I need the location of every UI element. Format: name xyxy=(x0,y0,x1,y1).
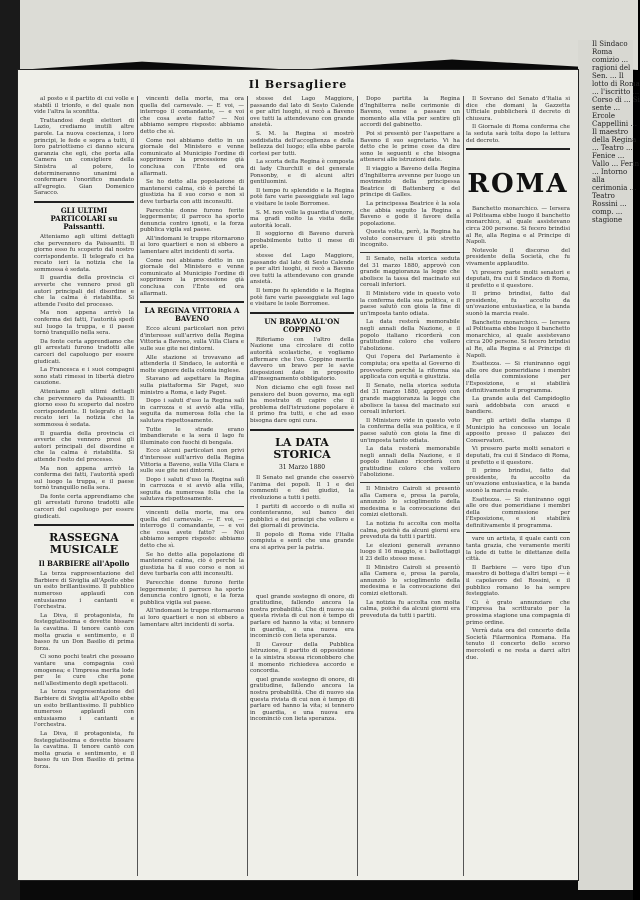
paragraph: Verrà data ora del concerto della Società Filarmonica Romana. Ha tenuto il concerto dello scorso mercoledì e ne resta a darci altri due. xyxy=(466,628,570,661)
paragraph: Il primo brindisi, fatto dal presidente, fu accolto da un'ovazione entusiastica, e la banda suonò la marcia reale. xyxy=(466,468,570,494)
paragraph: Come noi abbiamo detto in un giornale del Ministero e venne comunicato al Municipio l'ordine di sopprimere la processione già conclusa con l'Ente ed ora allarmati. xyxy=(140,137,244,177)
section-headline-roma: ROMA xyxy=(467,169,569,200)
divider xyxy=(34,524,134,526)
paragraph: Il Senato, nella storica seduta del 31 marzo 1880, approvò con grande maggioranza la legge che abolisce la tassa del macinato sui cereali inferiori. xyxy=(360,382,460,416)
paragraph: Da fonte certa apprendiamo che gli arrestati furono tradotti alle carceri del capoluogo per essere giudicati. xyxy=(34,338,134,365)
paragraph: Il guardia della provincia ci avverte che vennero presi gli autori principali del disordine e che la calma è ristabilita. Si attende l'esito del processo. xyxy=(34,430,134,463)
paragraph: Atteniamo agli ultimi dettagli che pervennero da Paissantti. Il giorno esso fu scoperto dal nostro corrispondente. Il telegrafo ci ha recato ieri la notizia che la sommossa è sedata. xyxy=(34,388,134,428)
divider xyxy=(466,148,570,150)
paragraph: Alle stazione si trovavano ad attenderla il Sindaco, le autorità e molte signore della colonia inglese. xyxy=(140,354,244,374)
binding-edge xyxy=(0,0,20,900)
paragraph: Il guardia della provincia ci avverte che vennero presi gli autori principali del disordine e che la calma è ristabilita. Si attende l'esito del processo. xyxy=(34,275,134,308)
paragraph: Ecco alcuni particolari non privi d'interesse sull'arrivo della Regina Vittoria a Baveno, sulla Villa Clara e sulle sue gite nei dintorni. xyxy=(140,326,244,352)
column-3 xyxy=(250,96,354,876)
paragraph: La notizia fu accolta con molta calma, poichè da alcuni giorni era preveduta da tutti i partiti. xyxy=(360,521,460,541)
article-headline: Il BARBIERE all'Apollo xyxy=(38,559,130,569)
divider xyxy=(360,252,460,253)
paragraph: Il Ministero vide in questo voto la conferma della sua politica, e il paese salutò con gioia la fine di un'imposta tanto odiata. xyxy=(360,417,460,444)
article-headline: LA REGINA VITTORIA A BAVENO xyxy=(144,306,240,324)
paragraph: Dopo i saluti d'uso la Regina salì in carrozza e si avviò alla villa, seguita da numerosa folla che la salutava rispettosamente. xyxy=(140,398,244,424)
paragraph: Da fonte certa apprendiamo che gli arrestati furono tradotti alle carceri del capoluogo per essere giudicati. xyxy=(34,493,134,520)
paragraph: La Diva, il protagonista, fu festeggiatissima e dovette bissare la cavatina. Il tenore cantò con molta grazia e sentimento, e il basso fu un Don Basilio di prima forza. xyxy=(34,612,134,652)
paragraph: Il Ministro Cairoli si presentò alla Camera e, presa la parola, annunziò lo scioglimento della medesima e la convocazione dei comizi elettorali. xyxy=(360,486,460,519)
divider xyxy=(250,429,354,431)
paragraph: stesse del Lago Maggiore, passando dal lato di Sesto Calende e per altri luoghi, si recò a Baveno ove tutti la attendevano con grande ansietà. xyxy=(250,96,354,129)
adjacent-page-text: Il Sindaco Roma comizio ... ragioni del Sen. ... Il lotto di Roma ... l'iscritto ... Corso di ... Si sente ... Ercole Cappellini ... Il maestro della Regina ... Teatro ... Fenice ... Vallo ... Ferin ... Intorno alla cerimonia ... Teatro Rossini ... comp. ... stagione xyxy=(592,40,640,224)
paragraph: All'indomani le truppe ritornarono ai loro quartieri e non si ebbero a lamentare altri incidenti di sorta. xyxy=(140,608,244,628)
paragraph: Il primo brindisi, fatto dal presidente, fu accolto da un'ovazione entusiastica, e la banda suonò la marcia reale. xyxy=(466,291,570,318)
paragraph: La data resterà memorabile negli annali della Nazione, e il popolo italiano ricorderà con gratitudine coloro che vollero l'abolizione. xyxy=(360,319,460,352)
column-1 xyxy=(34,96,134,876)
paragraph: Il Giornale di Roma conferma che la seduta sarà tolta dopo la lettura del decreto. xyxy=(466,124,570,144)
paragraph: Stavano ad aspettare la Regina sulla piattaforma Sir Paget, suo ministro a Roma, e lady Paget. xyxy=(140,376,244,396)
paragraph: Ci è grato annunziare che l'impresa ha scritturato per la prossima stagione una compagnia di primo ordine. xyxy=(466,599,570,626)
paragraph: Il tempo fu splendido e la Regina potè fare varie passeggiate sul lago e visitare le isole Borromee. xyxy=(250,288,354,308)
paragraph: Il soggiorno di Baveno durerà probabilmente tutto il mese di aprile. xyxy=(250,231,354,251)
paragraph: Poi si presentò per l'aspettare a Baveno il suo segretario. Vi ha detto che le prime cose da dire sono le seguenti e che bisogna attenersi alle istruzioni date. xyxy=(360,130,460,164)
paragraph: Il popolo di Roma vide l'Italia compiuta e sentì che una grande era si apriva per la patria. xyxy=(250,531,354,552)
paragraph: Trattandosi degli elettori di Lazio, crediamo inutili altre parole. La nuova coscienza, i loro principi, le fede e sopra a tutti, il loro patriottismo ci danno sicura garanzia che egli, che porta alla Camera un consigliere della Sinistra al potere, lo determineranno unanimi a confermare l'onorifico mandato all'egregio. Gian Domenico Saracco. xyxy=(34,117,134,197)
divider xyxy=(360,482,460,483)
paragraph: Il tempo fu splendido e la Regina potè fare varie passeggiate sul lago e visitare le isole Borromee. xyxy=(250,187,354,207)
divider xyxy=(250,312,354,314)
column-5 xyxy=(466,96,570,876)
paragraph: Atteniamo agli ultimi dettagli che pervennero da Paissantti. Il giorno esso fu scoperto dal nostro corrispondente. Il telegrafo ci ha recato ieri la notizia che la sommossa è sedata. xyxy=(34,233,134,273)
paragraph: Parecchie donne furono ferite leggermente; il parroco ha sporto denuncia contro ignoti, e la forza pubblica vigila sul paese. xyxy=(140,580,244,606)
section-headline: LA DATA STORICA xyxy=(273,435,331,461)
paragraph: La terza rappresentazione del Barbiere di Siviglia all'Apollo ebbe un esito brillantissimo. Il pubblico numeroso applaudì con entusiasmo i cantanti e l'orchestra. xyxy=(34,571,134,611)
paragraph: Il viaggio a Baveno della Regina d'Inghilterra avvenne per luogo un movimento della principessa Beatrice di Battenberg e del principe di Galles. xyxy=(360,165,460,199)
adjacent-page-strip xyxy=(578,40,640,890)
paragraph: Banchetto monarchico. — Iersera al Politeama ebbe luogo il banchetto monarchico, al quale assistevano circa 200 persone. Si fecero brindisi al Re, alla Regina e al Principe di Napoli. xyxy=(466,206,570,246)
paragraph: Ci sono pochi teatri che possano vantare una compagnia così omogenea; e l'impresa merita lode per le cure che pone nell'allestimento degli spettacoli. xyxy=(34,654,134,687)
paragraph: Vi presero parte molti senatori e deputati, fra cui il Sindaco di Roma, il prefetto e il questore. xyxy=(466,269,570,289)
divider xyxy=(466,532,570,533)
paragraph: Esattezza. — Si riuniranno oggi alle ore due pomeridiane i membri della commissione per l'Esposizione, e si stabilirà definitivamente il programma. xyxy=(466,496,570,529)
paragraph: Il Senato nel grande che osservò l'anima dei popoli. Il 1 e dei commenti e dei giudizi, la rivoluzione a tutti i petti. xyxy=(250,475,354,501)
paragraph: Riferiamo con l'altro della Nazione una circolare di cotto autorità scolastiche, e vogliamo affermare che l'on. Coppino merita davvero un bravo per le savie disposizioni date in proposito all'insegnamento obbligatorio. xyxy=(250,336,354,383)
paragraph: Le elezioni generali avranno luogo il 16 maggio, e i ballottaggi il 23 dello stesso mese. xyxy=(360,542,460,562)
column-4 xyxy=(360,96,460,876)
paragraph: S. M. non volle la guardia d'onore, ma gradì molto la visita delle autorità locali. xyxy=(250,209,354,229)
paragraph: quel grande sostegno di onore, di gratitudine, fallendo ancora la nostra probabilità. Che di nuovo sia questa rivista di cui non è tempo di parlare ed hanno la vita; si tennero in guardia, e una nuova era incominciò con lieta speranza. xyxy=(250,593,354,640)
paragraph: Dopo partita la Regina d'Inghilterra nelle cerimonie di Baveno, venne a passare un momento alla villa per sentire gli accordi del gabinetto. xyxy=(360,96,460,129)
paragraph: Vi presero parte molti senatori e deputati, fra cui il Sindaco di Roma, il prefetto e il questore. xyxy=(466,446,570,466)
torn-paper-top xyxy=(18,0,638,70)
divider xyxy=(140,301,244,303)
paragraph: La scorta della Regina è composta di lady Churchill e del generale Ponsonby, e di alcuni altri gentiluomini. xyxy=(250,159,354,186)
paragraph: Questa volta, però, la Regina ha voluto conservare il più stretto incognito. xyxy=(360,229,460,249)
paragraph: La Francesca e i suoi compagni sono stati rimessi in libertà dietro cauzione. xyxy=(34,367,134,387)
article-headline: UN BRAVO ALL'ON COPPINO xyxy=(264,316,340,334)
paragraph: Se ho detto alla popolazione di mantenersi calma, ciò è perché la giustizia ha il suo corso e non si deve turbarla con atti inconsulti. xyxy=(140,179,244,205)
paragraph: Il Senato, nella storica seduta del 31 marzo 1880, approvò con grande maggioranza la legge che abolisce la tassa del macinato sui cereali inferiori. xyxy=(360,256,460,289)
paragraph: La Diva, il protagonista, fu festeggiatissima e dovette bissare la cavatina. Il tenore cantò con molta grazia e sentimento, e il basso fu un Don Basilio di prima forza. xyxy=(34,730,134,770)
paragraph: La data resterà memorabile negli annali della Nazione, e il popolo italiano ricorderà con gratitudine coloro che vollero l'abolizione. xyxy=(360,446,460,479)
paragraph: vincenti della morte, ma ora quella del carnevale. — E voi, — interrogo il comandante, — e voi che cosa avete fatto? — Noi abbiamo sempre risposto: abbiamo detto che sì. xyxy=(140,510,244,550)
masthead: Il Bersagliere xyxy=(248,78,348,91)
paragraph: Ecco alcuni particolari non privi d'interesse sull'arrivo della Regina Vittoria a Baveno, sulla Villa Clara e sulle sue gite nei dintorni. xyxy=(140,448,244,475)
paragraph: Se ho detto alla popolazione di mantenersi calma, ciò è perché la giustizia ha il suo corso e non si deve turbarla con atti inconsulti. xyxy=(140,551,244,578)
paragraph: Il Sovrano del Senato d'Italia si dice che domani la Gazzetta Ufficiale pubblicherà il decreto di chiusura. xyxy=(466,96,570,122)
paragraph: I partiti di accordo o di nulla si contenteranno, sul banco dei pubblici e dei principi che vollero e dei giornali di provincia. xyxy=(250,503,354,530)
column-rule xyxy=(137,96,138,876)
paragraph: Qui l'opera del Parlamento è compiuta; ora spetta al Governo di provvedere perché la riforma sia applicata con equità e giustizia. xyxy=(360,354,460,381)
paragraph: La notizia fu accolta con molta calma, poichè da alcuni giorni era preveduta da tutti i partiti. xyxy=(360,599,460,619)
paragraph: vare un artista, il quale canti con tanta grazia, che veramente meriti la lode di tutte le dilettanze della città. xyxy=(466,536,570,563)
paragraph: Esattezza. — Si riuniranno oggi alle ore due pomeridiane i membri della commissione per l'Esposizione, e si stabilirà definitivamente il programma. xyxy=(466,361,570,394)
paragraph: Il Ministro Cairoli si presentò alla Camera e, presa la parola, annunziò lo scioglimento della medesima e la convocazione dei comizi elettorali. xyxy=(360,564,460,597)
paragraph: stesse del Lago Maggiore, passando dal lato di Sesto Calende e per altri luoghi, si recò a Baveno ove tutti la attendevano con grande ansietà. xyxy=(250,253,354,286)
paragraph: quel grande sostegno di onore, di gratitudine, fallendo ancora la nostra probabilità. Che di nuovo sia questa rivista di cui non è tempo di parlare ed hanno la vita; si tennero in guardia, e una nuova era incominciò con lieta speranza. xyxy=(250,676,354,723)
paragraph: Dopo i saluti d'uso la Regina salì in carrozza e si avviò alla villa, seguita da numerosa folla che la salutava rispettosamente. xyxy=(140,476,244,503)
paragraph: Il Ministero vide in questo voto la conferma della sua politica, e il paese salutò con gioia la fine di un'imposta tanto odiata. xyxy=(360,291,460,317)
paragraph: vincenti della morte, ma ora quella del carnevale. — E voi, — interrogo il comandante, — e voi che cosa avete fatto? — Noi abbiamo sempre risposto: abbiamo detto che sì. xyxy=(140,96,244,135)
divider xyxy=(140,506,244,507)
column-rule xyxy=(357,96,358,876)
column-rule xyxy=(247,96,248,876)
paragraph: Ma non appena arrivò la conferma dei fatti, l'autorità spedì sul luogo la truppa, e il paese tornò tranquillo nella sera. xyxy=(34,310,134,337)
blank-gap xyxy=(250,554,354,594)
paragraph: Come noi abbiamo detto in un giornale del Ministero e venne comunicato al Municipio l'ordine di sopprimere la processione già conclusa con l'Ente ed ora allarmati. xyxy=(140,257,244,297)
paragraph: La principessa Beatrice è la sola che abbia seguito la Regina a Baveno e gode il favore della popolazione. xyxy=(360,200,460,227)
paragraph: Il Cavour della Pubblica Istruzione, il partito di opposizione e la sinistra stessa riconobbero che il momento richiedeva accordo e concordia. xyxy=(250,641,354,675)
paragraph: Il Barbiere — vero tipo d'un maestro di bottega d'altri tempi — è il capolavoro del Rossini, e il pubblico romano lo ha sempre festeggiato. xyxy=(466,564,570,598)
paragraph: Ma non appena arrivò la conferma dei fatti, l'autorità spedì sul luogo la truppa, e il paese tornò tranquillo nella sera. xyxy=(34,465,134,492)
dateline: 31 Marzo 1880 xyxy=(278,463,326,471)
paragraph: Notevole il discorso del presidente della Società, che fu vivamente applaudito. xyxy=(466,247,570,267)
article-headline: GLI ULTIMI PARTICOLARI su Paissantti. xyxy=(50,205,118,231)
section-headline: RASSEGNA MUSICALE xyxy=(49,531,119,557)
paragraph: Per gli artisti della stampa il Municipio ha concesso un locale apposito presso il palazzo dei Conservatori. xyxy=(466,417,570,444)
paragraph: al posto e il partito di cui volle e stabilì il trionfo, e del quale non vide l'altra la sconfitta. xyxy=(34,96,134,116)
column-rule xyxy=(463,96,464,876)
paragraph: All'indomani le truppe ritornarono ai loro quartieri e non si ebbero a lamentare altri incidenti di sorta. xyxy=(140,235,244,256)
paragraph: Tutte le strade erano imbandierate e la sera il lago fu illuminato con fuochi di bengala. xyxy=(140,426,244,446)
paragraph: Parecchie donne furono ferite leggermente; il parroco ha sporto denuncia contro ignoti, e la forza pubblica vigila sul paese. xyxy=(140,207,244,234)
paragraph: S. M. la Regina si mostrò soddisfatta dell'accoglienza e della bellezza del luogo; ella ebbe parole cortesi per tutti. xyxy=(250,130,354,157)
divider xyxy=(34,201,134,203)
paragraph: Banchetto monarchico. — Iersera al Politeama ebbe luogo il banchetto monarchico, al quale assistevano circa 200 persone. Si fecero brindisi al Re, alla Regina e al Principe di Napoli. xyxy=(466,319,570,359)
column-2 xyxy=(140,96,244,876)
paragraph: La grande aula del Campidoglio sarà addobbata con arazzi e bandiere. xyxy=(466,396,570,416)
paragraph: Non diciamo che egli fosse nel pensiero del buon governo, ma egli ha mostrato di capire che il problema dell'istruzione popolare è il primo fra tutti, e che ad esso bisogna dare ogni cura. xyxy=(250,384,354,424)
paragraph: La terza rappresentazione del Barbiere di Siviglia all'Apollo ebbe un esito brillantissimo. Il pubblico numeroso applaudì con entusiasmo i cantanti e l'orchestra. xyxy=(34,689,134,729)
